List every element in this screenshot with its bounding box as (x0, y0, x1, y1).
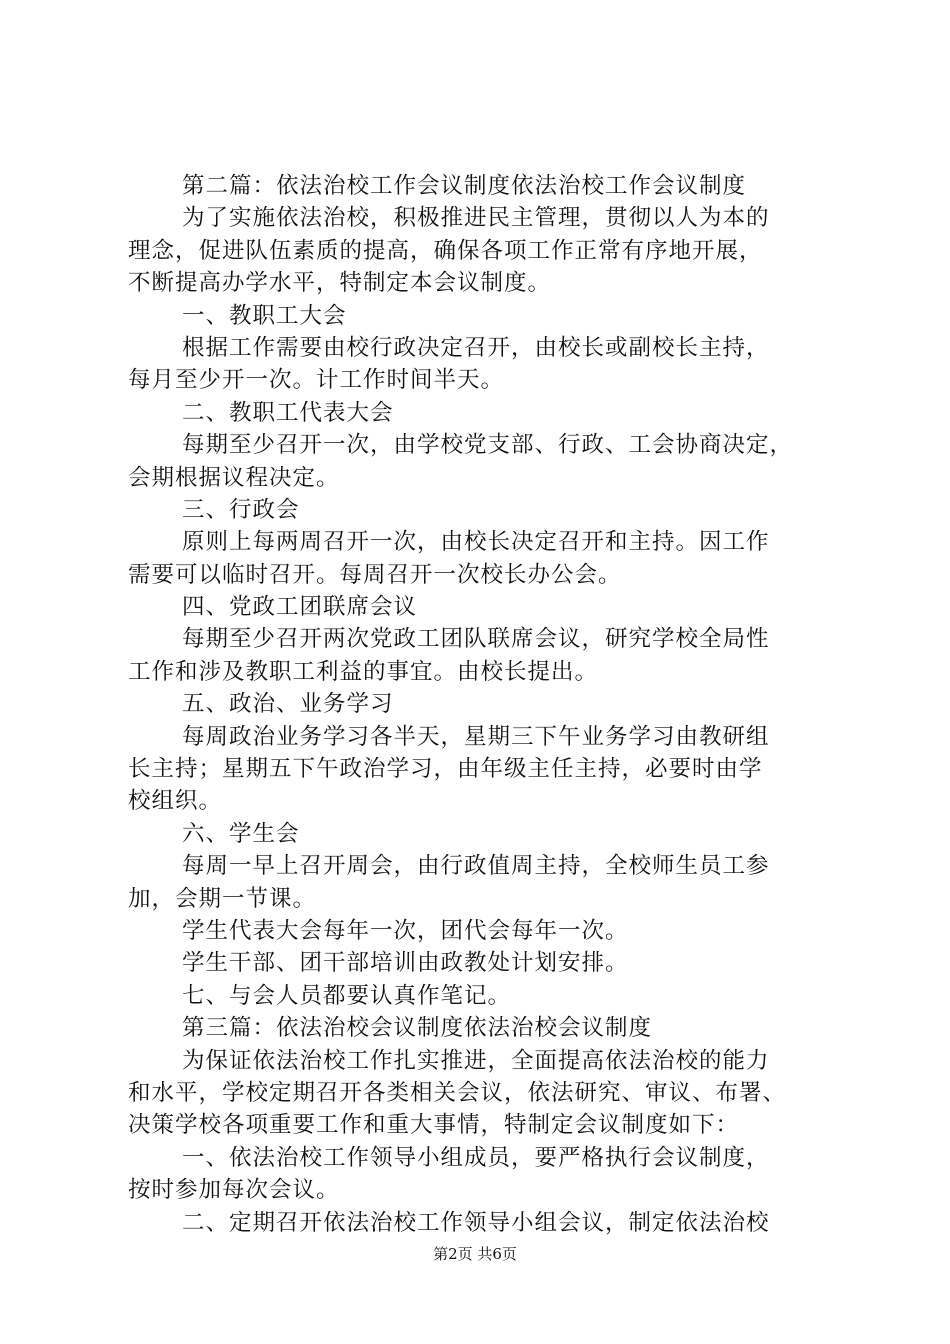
text-line: 按时参加每次会议。 (128, 1177, 340, 1204)
text-line: 学生代表大会每年一次，团代会每年一次。 (182, 917, 629, 944)
text-line: 为保证依法治校工作扎实推进，全面提高依法治校的能力 (182, 1047, 770, 1074)
text-line: 一、教职工大会 (182, 302, 347, 329)
text-line: 决策学校各项重要工作和重大事情，特制定会议制度如下： (128, 1112, 740, 1139)
text-line: 每期至少召开一次，由学校党支部、行政、工会协商决定， (182, 432, 794, 459)
text-line: 为了实施依法治校，积极推进民主管理，贯彻以人为本的 (182, 205, 770, 232)
text-line: 长主持；星期五下午政治学习，由年级主任主持，必要时由学 (128, 756, 763, 783)
text-line: 六、学生会 (182, 820, 300, 847)
text-line: 工作和涉及教职工利益的事宜。由校长提出。 (128, 658, 599, 685)
document-body (128, 170, 833, 1239)
text-line: 一、依法治校工作领导小组成员，要严格执行会议制度， (182, 1144, 770, 1171)
text-line: 三、行政会 (182, 496, 300, 523)
text-line: 第二篇：依法治校工作会议制度依法治校工作会议制度 (182, 173, 747, 199)
text-line: 每期至少召开两次党政工团队联席会议，研究学校全局性 (182, 626, 770, 653)
text-line: 和水平，学校定期召开各类相关会议，依法研究、审议、布署、 (128, 1079, 787, 1106)
text-line: 不断提高办学水平，特制定本会议制度。 (128, 270, 552, 297)
text-line: 七、与会人员都要认真作笔记。 (182, 982, 512, 1009)
page-footer: 第2页 共6页 (433, 1245, 517, 1263)
text-line: 加，会期一节课。 (128, 885, 317, 912)
text-line: 每周一早上召开周会，由行政值周主持，全校师生员工参 (182, 853, 770, 880)
text-line: 四、党政工团联席会议 (182, 594, 418, 621)
text-line: 校组织。 (128, 788, 223, 815)
text-line: 需要可以临时召开。每周召开一次校长办公会。 (128, 561, 622, 588)
text-line: 学生干部、团干部培训由政教处计划安排。 (182, 950, 629, 977)
text-line: 每月至少开一次。计工作时间半天。 (128, 367, 505, 394)
text-line: 五、政治、业务学习 (182, 691, 394, 718)
text-line: 原则上每两周召开一次，由校长决定召开和主持。因工作 (182, 529, 770, 556)
text-line: 理念，促进队伍素质的提高，确保各项工作正常有序地开展， (128, 237, 763, 264)
text-line: 会期根据议程决定。 (128, 464, 340, 491)
text-line: 第三篇：依法治校会议制度依法治校会议制度 (182, 1015, 653, 1042)
text-line: 二、教职工代表大会 (182, 399, 394, 426)
text-line: 根据工作需要由校行政决定召开，由校长或副校长主持， (182, 334, 770, 361)
text-line: 二、定期召开依法治校工作领导小组会议，制定依法治校 (182, 1209, 770, 1236)
text-line: 每周政治业务学习各半天，星期三下午业务学习由教研组 (182, 723, 770, 750)
